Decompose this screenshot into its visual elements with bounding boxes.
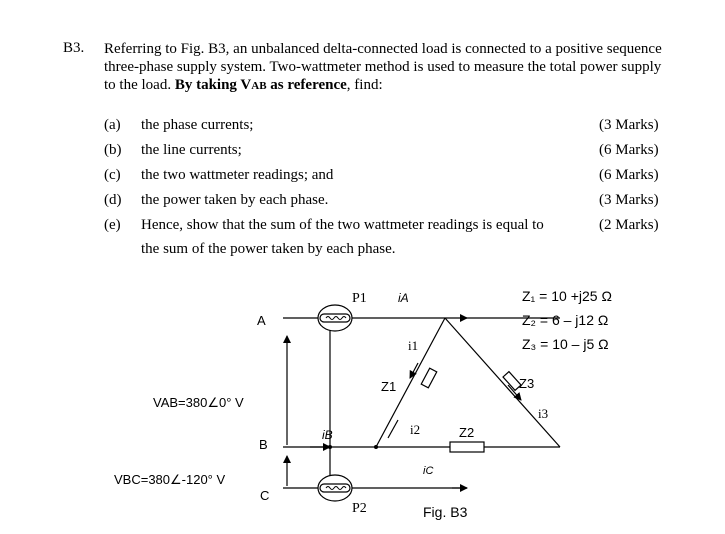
part-text: Hence, show that the sum of the two wattmeter readings is equal to [141, 217, 544, 233]
part-marks: (6 Marks) [599, 167, 659, 183]
part-e-continuation: the sum of the power taken by each phase. [141, 241, 396, 257]
ic-label: iC [423, 465, 434, 477]
p2-label: P2 [352, 501, 367, 516]
ib-label: iB [322, 428, 333, 442]
node-c-label: C [260, 488, 270, 503]
part-marks: (6 Marks) [599, 142, 659, 158]
z3-value: Z₃ = 10 – j5 Ω [522, 336, 609, 352]
vbc-label: VBC=380∠-120° V [114, 472, 226, 487]
z3-label: Z3 [519, 376, 535, 391]
node-a-label: A [257, 313, 266, 328]
part-text: the line currents; [141, 142, 242, 158]
i2-label: i2 [410, 422, 421, 437]
part-marks: (2 Marks) [599, 217, 659, 233]
wattmeter-p1 [318, 305, 352, 331]
node-b-label: B [259, 437, 268, 452]
question-number: B3. [63, 40, 85, 56]
z2-value: Z₂ = 6 – j12 Ω [522, 312, 609, 328]
i3-label: i3 [538, 406, 549, 421]
intro-bold: By taking VAB as reference [174, 77, 347, 93]
ia-label: iA [398, 291, 409, 305]
p1-label: P1 [352, 291, 367, 306]
part-label: (b) [104, 142, 122, 158]
vab-label: VAB=380∠0° V [153, 395, 244, 410]
part-marks: (3 Marks) [599, 117, 659, 133]
i1-label: i1 [408, 338, 419, 353]
node-b-junction [374, 445, 378, 449]
part-label: (d) [104, 192, 122, 208]
part-text: the phase currents; [141, 117, 254, 133]
part-label: (e) [104, 217, 121, 233]
z2-label: Z2 [459, 425, 475, 440]
z1-label: Z1 [381, 379, 397, 394]
intro-tail: , find: [346, 77, 383, 93]
part-text: the power taken by each phase. [141, 192, 329, 208]
intro-text: Referring to Fig. B3, an unbalanced delta-connected load is connected to a positive sequence three-phase supply system. Two-wattmeter method is used to measure the total power supply to the load. [104, 41, 662, 93]
z2-impedance [450, 442, 484, 452]
figure-caption: Fig. B3 [423, 504, 468, 520]
part-marks: (3 Marks) [599, 192, 659, 208]
part-text: the two wattmeter readings; and [141, 167, 334, 183]
wattmeter-p2 [318, 475, 352, 501]
z1-impedance [421, 368, 437, 388]
part-label: (c) [104, 167, 121, 183]
z1-value: Z₁ = 10 +j25 Ω [522, 288, 612, 304]
part-label: (a) [104, 117, 121, 133]
